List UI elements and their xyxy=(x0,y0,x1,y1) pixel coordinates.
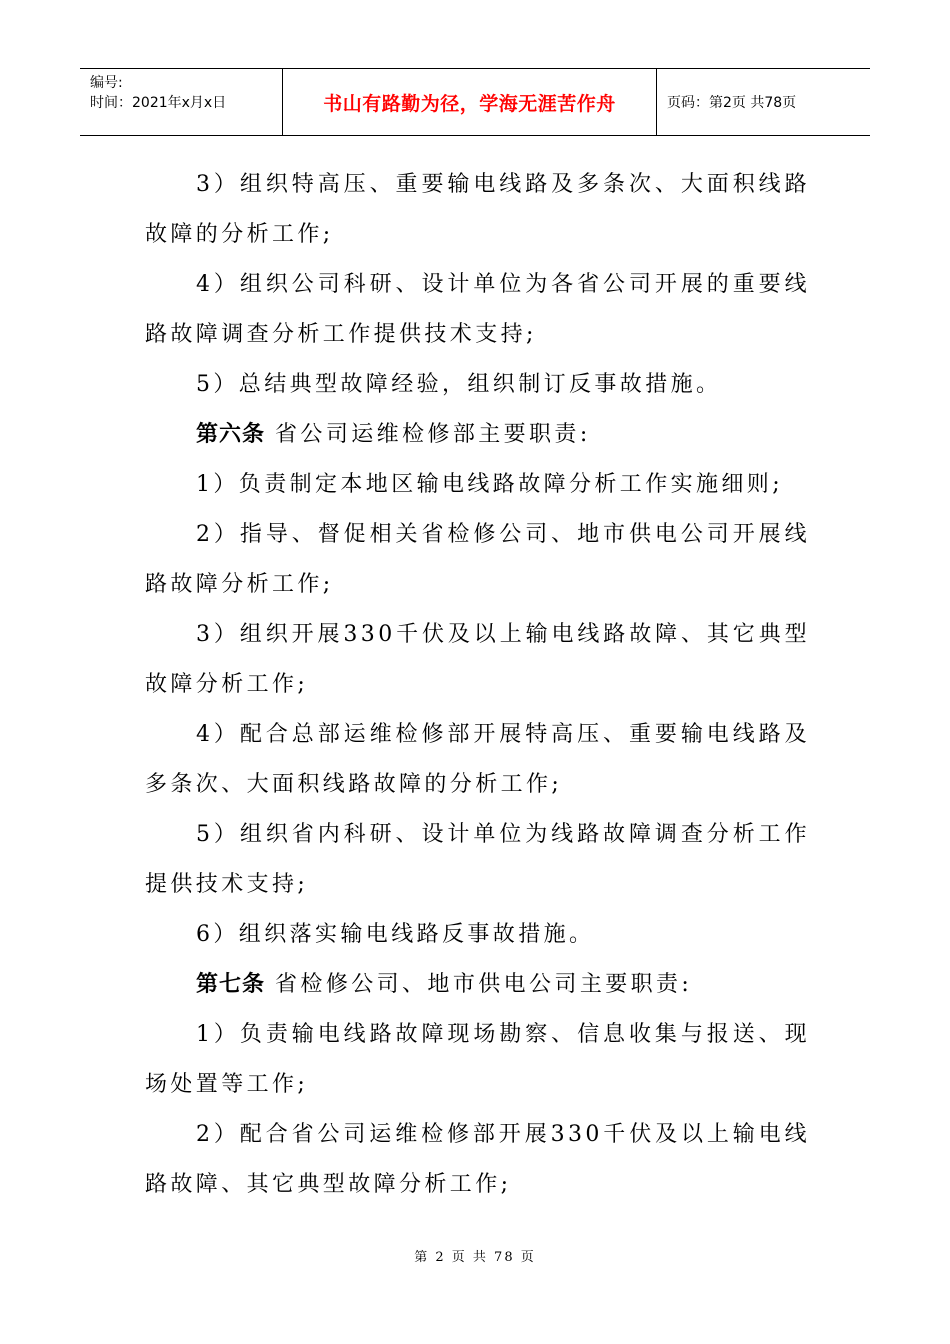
header-meta-cell xyxy=(80,69,283,135)
paragraph: 2）配合省公司运维检修部开展330千伏及以上输电线路故障、其它典型故障分析工作; xyxy=(145,1122,810,1197)
document-header xyxy=(80,68,870,136)
paragraph: 2）指导、督促相关省检修公司、地市供电公司开展线路故障分析工作; xyxy=(145,522,810,597)
article-heading-paragraph: 第六条 省公司运维检修部主要职责: xyxy=(196,422,591,447)
document-time-label: 时间：2021年x月x日 xyxy=(90,95,227,111)
paragraph: 1）负责制定本地区输电线路故障分析工作实施细则; xyxy=(196,472,784,497)
header-motto: 书山有路勤为径，学海无涯苦作舟 xyxy=(323,92,616,115)
header-motto-cell xyxy=(283,69,657,135)
paragraph: 3）组织特高压、重要输电线路及多条次、大面积线路故障的分析工作; xyxy=(145,172,810,247)
article-number: 第六条 xyxy=(196,422,266,447)
article-heading-paragraph: 第七条 省检修公司、地市供电公司主要职责: xyxy=(196,972,693,997)
paragraph: 5）总结典型故障经验，组织制订反事故措施。 xyxy=(196,372,722,397)
header-page-cell xyxy=(657,69,870,135)
paragraph: 1）负责输电线路故障现场勘察、信息收集与报送、现场处置等工作; xyxy=(145,1022,810,1097)
paragraph: 6）组织落实输电线路反事故措施。 xyxy=(196,922,595,947)
header-page-info: 页码：第2页 共78页 xyxy=(667,95,797,111)
paragraph: 4）配合总部运维检修部开展特高压、重要输电线路及多条次、大面积线路故障的分析工作; xyxy=(145,722,810,797)
paragraph: 3）组织开展330千伏及以上输电线路故障、其它典型故障分析工作; xyxy=(145,622,810,697)
article-number: 第七条 xyxy=(196,972,266,997)
paragraph: 4）组织公司科研、设计单位为各省公司开展的重要线路故障调查分析工作提供技术支持; xyxy=(145,272,810,347)
document-number-label: 编号: xyxy=(90,75,123,91)
page-footer: 第 2 页 共 78 页 xyxy=(414,1250,536,1265)
document-body xyxy=(145,160,810,1210)
paragraph: 5）组织省内科研、设计单位为线路故障调查分析工作提供技术支持; xyxy=(145,822,810,897)
